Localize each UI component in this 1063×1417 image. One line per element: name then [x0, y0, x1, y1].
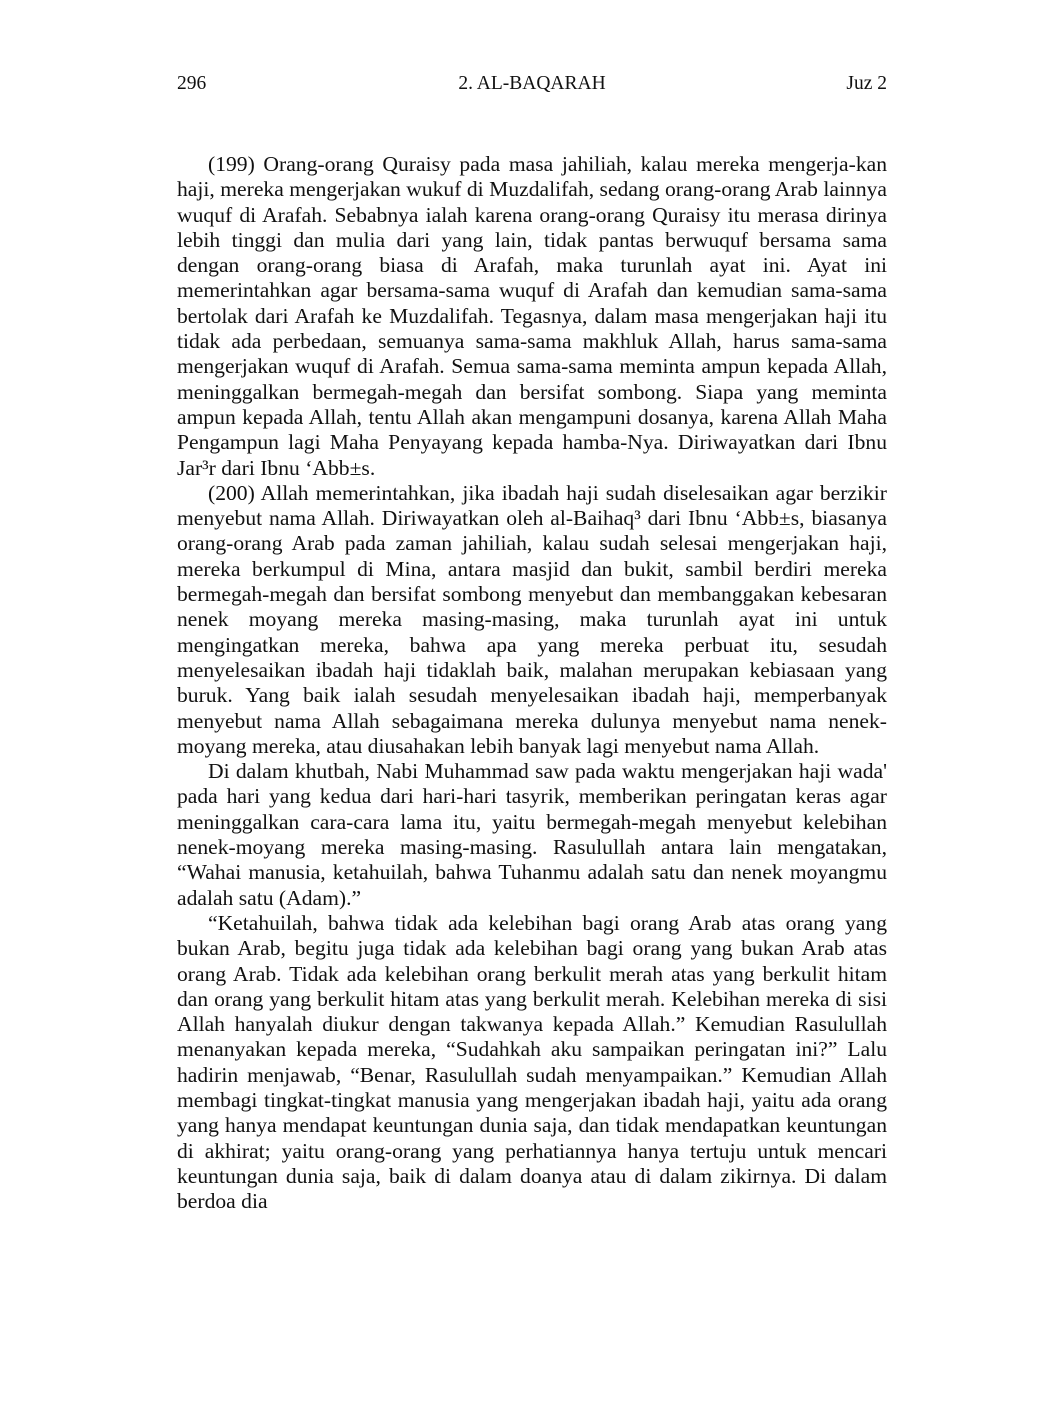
paragraph-199: (199) Orang-orang Quraisy pada masa jahiliah, kalau mereka mengerja-kan haji, mereka mengerjakan wukuf di Muzdalifah, sedang orang-orang Arab lainnya wuquf di Arafah. Sebabnya ialah karena orang-orang Quraisy itu merasa dirinya lebih tinggi dan mulia dari yang lain, tidak pantas berwuquf bersama sama dengan orang-orang biasa di Arafah, maka turunlah ayat ini. Ayat ini memerintahkan agar bersama-sama wuquf di Arafah dan kemudian sama-sama bertolak dari Arafah ke Muzdalifah. Tegasnya, dalam masa mengerjakan haji itu tidak ada perbedaan, semuanya sama-sama makhluk Allah, harus sama-sama mengerjakan wuquf di Arafah. Semua sama-sama meminta ampun kepada Allah, meninggalkan bermegah-megah dan bersifat sombong. Siapa yang meminta ampun kepada Allah, tentu Allah akan mengampuni dosanya, karena Allah Maha Pengampun lagi Maha Penyayang kepada hamba-Nya. Diriwayatkan dari Ibnu Jar³r dari Ibnu ‘Abb±s.	[177, 152, 887, 480]
page-number: 296	[177, 73, 207, 94]
document-page	[177, 70, 887, 1214]
chapter-title: 2. AL-BAQARAH	[458, 73, 606, 94]
page-body	[177, 152, 887, 1214]
running-header	[177, 70, 887, 100]
paragraph-200: (200) Allah memerintahkan, jika ibadah haji sudah diselesaikan agar berzikir menyebut nama Allah. Diriwayatkan oleh al-Baihaq³ dari Ibnu ‘Abb±s, biasanya orang-orang Arab pada zaman jahiliah, kalau sudah selesai mengerjakan haji, mereka berkumpul di Mina, antara masjid dan bukit, sambil berdiri mereka bermegah-megah dan bersifat sombong menyebut dan membanggakan kebesaran nenek moyang mereka masing-masing, maka turunlah ayat ini untuk mengingatkan mereka, bahwa apa yang mereka perbuat itu, sesudah menyelesaikan ibadah haji tidaklah baik, malahan merupakan kebiasaan yang buruk. Yang baik ialah sesudah menyelesaikan ibadah haji, memperbanyak menyebut nama Allah sebagaimana mereka dulunya menyebut nama nenek-moyang mereka, atau diusahakan lebih banyak lagi menyebut nama Allah.	[177, 480, 887, 758]
paragraph-khutbah: Di dalam khutbah, Nabi Muhammad saw pada waktu mengerjakan haji wada' pada hari yang kedua dari hari-hari tasyrik, memberikan peringatan keras agar meninggalkan cara-cara lama itu, yaitu bermegah-megah menyebut kelebihan nenek-moyang mereka masing-masing. Rasulullah antara lain mengatakan, “Wahai manusia, ketahuilah, bahwa Tuhanmu adalah satu dan nenek moyangmu adalah satu (Adam).”	[177, 759, 887, 910]
juz-label: Juz 2	[846, 73, 887, 94]
paragraph-ketahuilah: “Ketahuilah, bahwa tidak ada kelebihan bagi orang Arab atas orang yang bukan Arab, begitu juga tidak ada kelebihan bagi orang yang bukan Arab atas orang Arab. Tidak ada kelebihan orang berkulit merah atas yang berkulit hitam dan orang yang berkulit hitam atas yang berkulit merah. Kelebihan mereka di sisi Allah hanyalah diukur dengan takwanya kepada Allah.” Kemudian Rasulullah menanyakan kepada mereka, “Sudahkah aku sampaikan peringatan ini?” Lalu hadirin menjawab, “Benar, Rasulullah sudah menyampaikan.” Kemudian Allah membagi tingkat-tingkat manusia yang mengerjakan ibadah haji, yaitu ada orang yang hanya mendapat keuntungan dunia saja, dan tidak mendapatkan keuntungan di akhirat; yaitu orang-orang yang perhatiannya hanya tertuju untuk mencari keuntungan dunia saja, baik di dalam doanya atau di dalam zikirnya. Di dalam berdoa dia	[177, 910, 887, 1214]
